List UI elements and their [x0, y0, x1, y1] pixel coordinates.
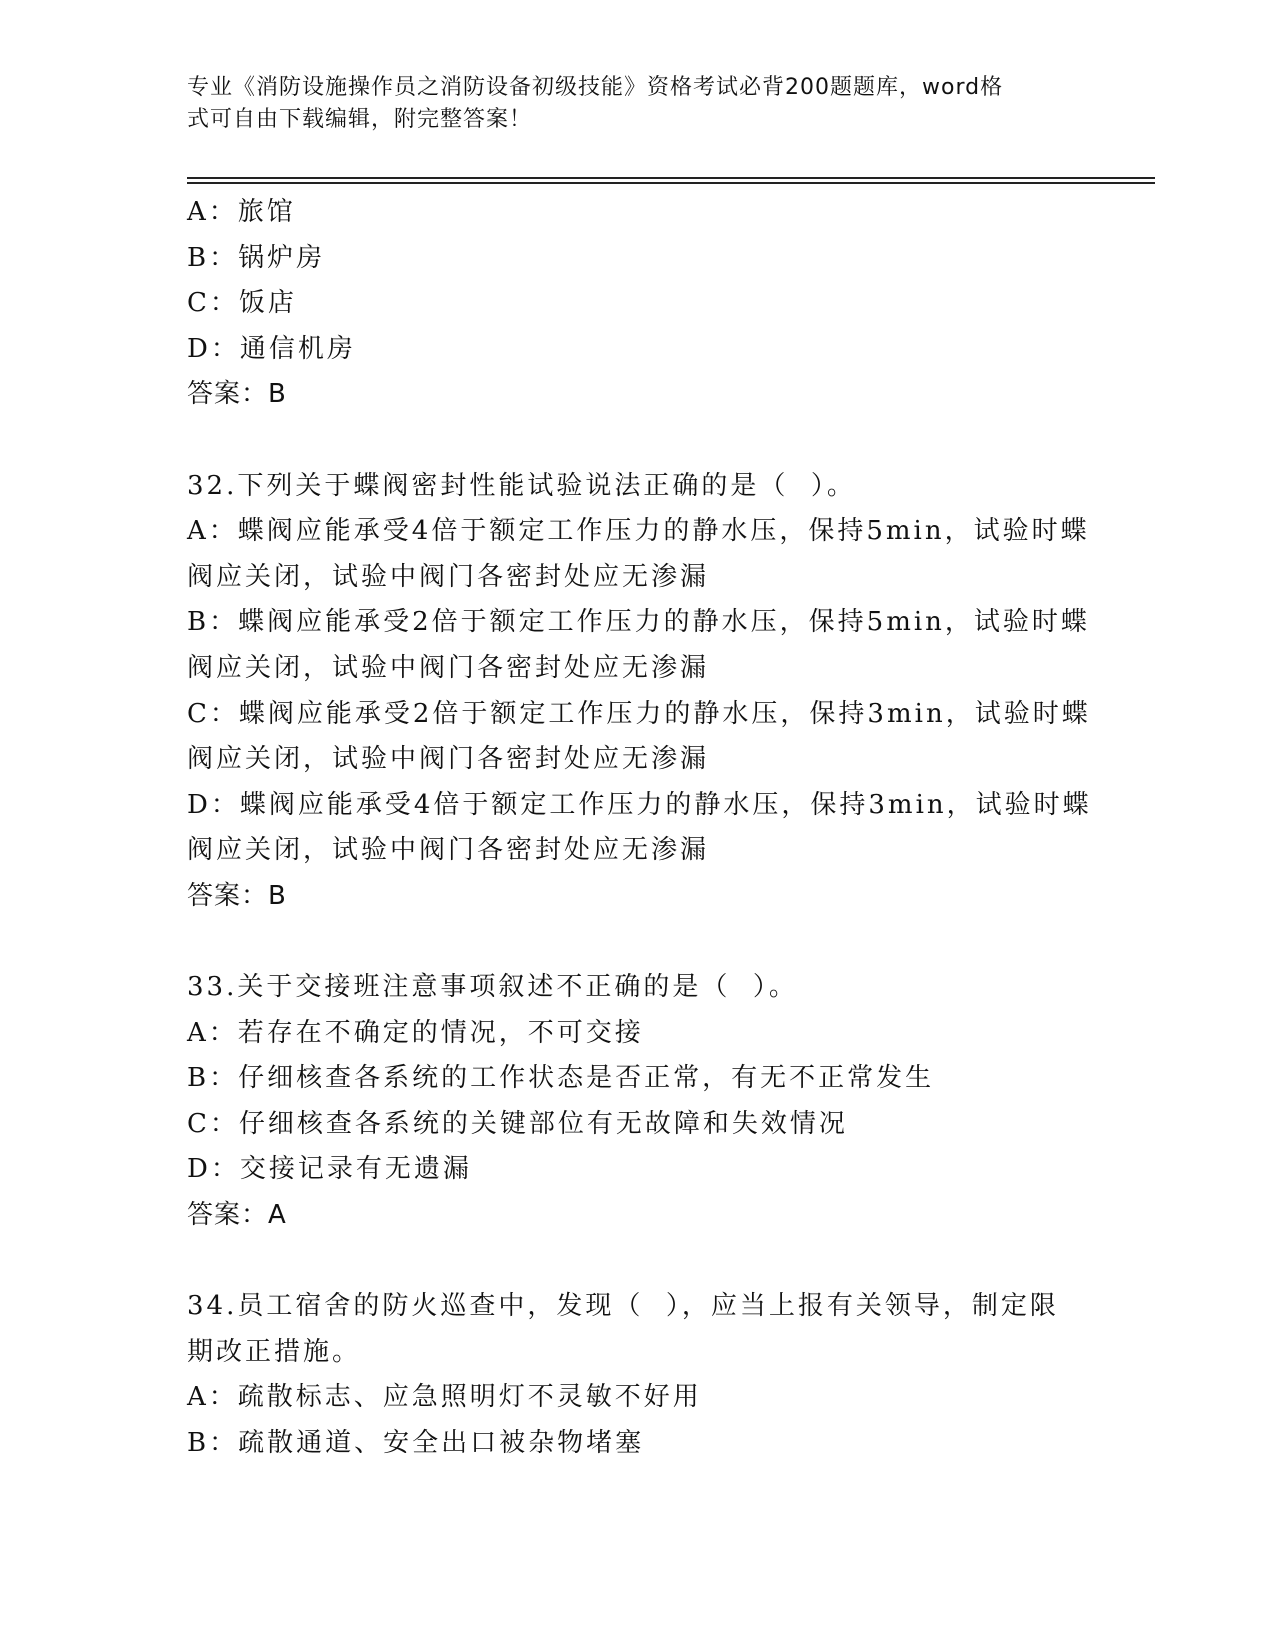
answer-line: 答案：B: [187, 379, 287, 410]
question-31: [187, 190, 1087, 418]
spacer: [187, 920, 1087, 966]
question-text-line-2: 期改正措施。: [187, 1336, 362, 1367]
option-a-line-2: 阀应关闭，试验中阀门各密封处应无渗漏: [187, 561, 710, 592]
question-text-line-1: 34.员工宿舍的防火巡查中，发现（ ），应当上报有关领导，制定限: [187, 1291, 1059, 1322]
question-33: [187, 965, 1087, 1239]
header-divider-bottom: [187, 182, 1155, 184]
option-d-line-2: 阀应关闭，试验中阀门各密封处应无渗漏: [187, 835, 710, 866]
option-a-line-1: A：蝶阀应能承受4倍于额定工作压力的静水压，保持5min，试验时蝶: [187, 516, 1090, 547]
option-b: B：疏散通道、安全出口被杂物堵塞: [187, 1428, 645, 1459]
option-d: D：交接记录有无遗漏: [187, 1154, 472, 1185]
option-b-line-1: B：蝶阀应能承受2倍于额定工作压力的静水压，保持5min，试验时蝶: [187, 607, 1090, 638]
option-a: A：旅馆: [187, 197, 296, 227]
answer-line: 答案：A: [187, 1200, 287, 1231]
header-line-2: 式可自由下载编辑，附完整答案！: [187, 107, 533, 132]
spacer: [187, 1239, 1087, 1285]
document-header: [187, 72, 1087, 136]
option-b: B：仔细核查各系统的工作状态是否正常，有无不正常发生: [187, 1063, 935, 1094]
option-d: D：通信机房: [187, 333, 356, 364]
option-d-line-1: D：蝶阀应能承受4倍于额定工作压力的静水压，保持3min，试验时蝶: [187, 789, 1092, 820]
question-text: 32.下列关于蝶阀密封性能试验说法正确的是（ ）。: [187, 470, 856, 501]
question-text: 33.关于交接班注意事项叙述不正确的是（ ）。: [187, 972, 798, 1003]
option-a: A：疏散标志、应急照明灯不灵敏不好用: [187, 1382, 702, 1413]
option-c: C：仔细核查各系统的关键部位有无故障和失效情况: [187, 1108, 848, 1139]
spacer: [187, 418, 1087, 464]
option-c-line-2: 阀应关闭，试验中阀门各密封处应无渗漏: [187, 744, 710, 775]
question-34: [187, 1284, 1087, 1466]
answer-line: 答案：B: [187, 880, 287, 911]
option-c-line-1: C：蝶阀应能承受2倍于额定工作压力的静水压，保持3min，试验时蝶: [187, 698, 1091, 729]
question-content: [187, 190, 1092, 1467]
header-divider-top: [187, 177, 1155, 179]
header-line-1: 专业《消防设施操作员之消防设备初级技能》资格考试必背200题题库，word格: [187, 75, 1004, 100]
question-32: [187, 464, 1092, 920]
option-b: B：锅炉房: [187, 242, 326, 273]
option-b-line-2: 阀应关闭，试验中阀门各密封处应无渗漏: [187, 652, 710, 683]
option-a: A：若存在不确定的情况，不可交接: [187, 1017, 644, 1048]
option-c: C：饭店: [187, 288, 297, 319]
